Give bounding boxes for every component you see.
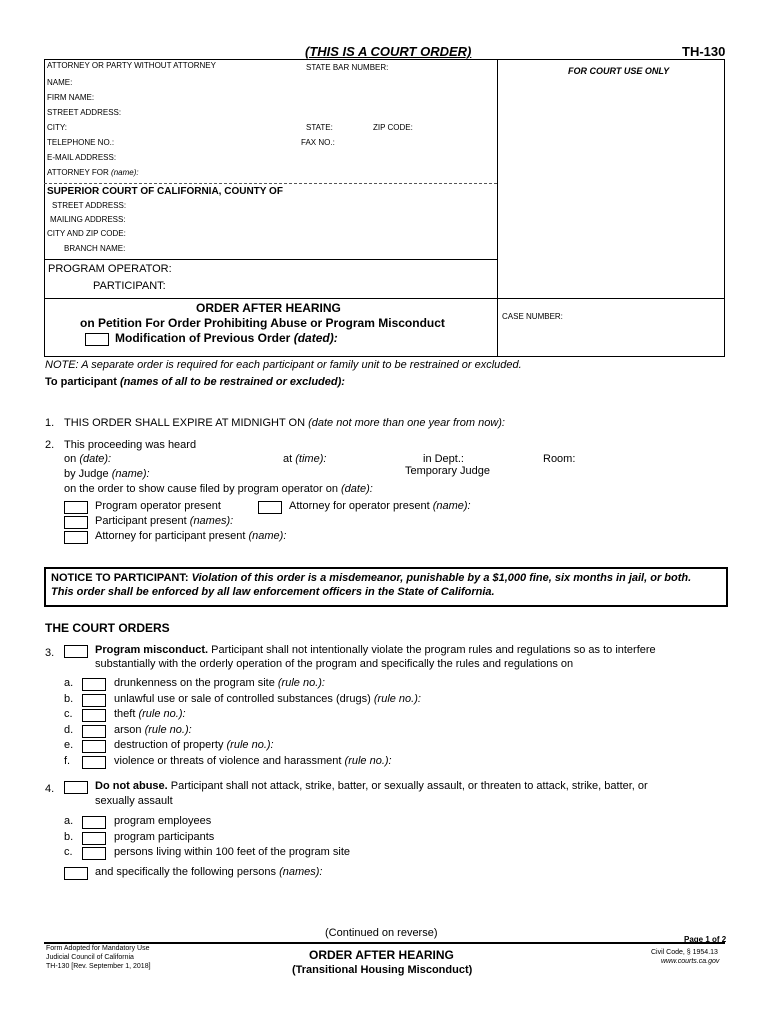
subitem-checkbox[interactable] [82,678,106,691]
heard-at-label: at (time): [283,453,327,465]
item3-line2: substantially with the orderly operation of the program and specifically the rules and regulations on [95,658,574,670]
caption-title: ORDER AFTER HEARING [196,301,341,315]
form-adopted: Form Adopted for Mandatory Use [46,945,150,952]
subitem-checkbox[interactable] [82,756,106,769]
subitem-letter: b. [64,830,74,843]
notice-line2: This order shall be enforced by all law enforcement officers in the State of California. [51,586,495,598]
operator-present-label: Program operator present [95,500,221,512]
form-code: TH-130 [682,44,726,59]
subitem-letter: d. [64,723,74,736]
fax-label: FAX NO.: [301,138,335,147]
court-orders-heading: THE COURT ORDERS [45,621,170,635]
item3-checkbox[interactable] [64,645,88,658]
subitem-label: program participants [114,830,215,843]
order-title: (THIS IS A COURT ORDER) [305,44,472,59]
subitem-letter: c. [64,708,73,720]
participant-present-label: Participant present (names): [95,515,234,527]
state-label: STATE: [306,123,333,132]
subitem-checkbox[interactable] [82,694,106,707]
dept-label: in Dept.: [423,453,464,465]
item2-text: This proceeding was heard [64,439,197,451]
heard-on-label: on (date): [64,453,112,465]
subitem-letter: c. [64,846,73,858]
footer-title: ORDER AFTER HEARING [309,948,454,962]
temporary-judge-label: Temporary Judge [405,465,490,477]
page-number: Page 1 of 2 [684,935,727,944]
subitem-letter: b. [64,692,74,705]
item4-line1: Do not abuse. Participant shall not attack, strike, batter, or sexually assault, or threaten to attack, strike, batter, or [95,780,648,792]
item1-text: THIS ORDER SHALL EXPIRE AT MIDNIGHT ON (date not more than one year from now): [64,417,505,429]
state-bar-label: STATE BAR NUMBER: [306,63,389,72]
subitem-label: program employees [114,815,212,827]
subitem-checkbox[interactable] [82,740,106,753]
item3-num: 3. [45,647,55,659]
notice-line1: NOTICE TO PARTICIPANT: Violation of this order is a misdemeanor, punishable by a $1,000 fine, six months in jail, or both. [51,572,692,584]
subitem-letter: a. [64,815,74,827]
attorney-participant-checkbox[interactable] [64,531,88,544]
name-label: NAME: [47,78,73,87]
participant-present-checkbox[interactable] [64,516,88,529]
subitem-label: violence or threats of violence and harassment (rule no.): [114,754,392,767]
street-label: STREET ADDRESS: [47,108,122,117]
subitem-letter: f. [64,754,71,767]
note-text: NOTE: A separate order is required for each participant or family unit to be restrained or excluded. [45,359,522,371]
room-label: Room: [543,453,576,465]
specific-persons-checkbox[interactable] [64,867,88,880]
court-street-label: STREET ADDRESS: [52,201,127,210]
modification-checkbox[interactable] [85,333,109,346]
subitem-letter: a. [64,677,74,689]
item3-line1: Program misconduct. Participant shall not intentionally violate the program rules and regulations so as to interfere [95,644,656,656]
specific-persons-label: and specifically the following persons (names): [95,866,323,878]
court-use-label: FOR COURT USE ONLY [568,66,670,76]
operator-present-checkbox[interactable] [64,501,88,514]
attorney-operator-label: Attorney for operator present (name): [289,500,471,512]
item2-num: 2. [45,439,55,451]
court-heading: SUPERIOR COURT OF CALIFORNIA, COUNTY OF [47,186,283,197]
attorney-heading: ATTORNEY OR PARTY WITHOUT ATTORNEY [47,61,216,70]
civil-code: Civil Code, § 1954.13 [651,949,718,956]
item4-line2: sexually assault [95,795,173,807]
case-number-label: CASE NUMBER: [502,312,563,321]
to-participant-label: To participant (names of all to be restrained or excluded): [45,376,345,388]
court-branch-label: BRANCH NAME: [64,244,126,253]
attorney-participant-label: Attorney for participant present (name): [95,530,287,542]
item1-num: 1. [45,417,55,429]
zip-label: ZIP CODE: [373,123,413,132]
modification-label: Modification of Previous Order (dated): [115,331,338,345]
firm-label: FIRM NAME: [47,93,95,102]
participant-label: PARTICIPANT: [93,280,166,292]
subitem-checkbox[interactable] [82,709,106,722]
subitem-label: persons living within 100 feet of the program site [114,846,351,858]
subitem-label: drunkenness on the program site (rule no.): [114,677,325,689]
footer-subtitle: (Transitional Housing Misconduct) [292,964,473,976]
form-revision: TH-130 [Rev. September 1, 2018] [46,963,151,970]
subitem-checkbox[interactable] [82,725,106,738]
subitem-label: destruction of property (rule no.): [114,739,274,751]
judge-label: by Judge (name): [64,468,150,480]
subitem-label: arson (rule no.): [114,723,192,736]
subitem-checkbox[interactable] [82,816,106,829]
court-mailing-label: MAILING ADDRESS: [50,215,126,224]
city-label: CITY: [47,123,68,132]
subitem-checkbox[interactable] [82,847,106,860]
courts-website[interactable]: www.courts.ca.gov [661,958,720,965]
program-operator-label: PROGRAM OPERATOR: [48,263,172,275]
telephone-label: TELEPHONE NO.: [47,138,115,147]
judicial-council: Judicial Council of California [46,954,134,961]
subitem-label: unlawful use or sale of controlled substances (drugs) (rule no.): [114,692,421,705]
item4-checkbox[interactable] [64,781,88,794]
continued-label: (Continued on reverse) [325,927,438,939]
subitem-label: theft (rule no.): [114,708,186,720]
court-city-label: CITY AND ZIP CODE: [47,229,126,238]
item4-num: 4. [45,783,55,795]
attorney-operator-checkbox[interactable] [258,501,282,514]
attorney-for-label: ATTORNEY FOR (name): [47,168,139,177]
caption-subtitle: on Petition For Order Prohibiting Abuse or Program Misconduct [80,316,445,330]
subitem-letter: e. [64,739,74,751]
email-label: E-MAIL ADDRESS: [47,153,117,162]
subitem-checkbox[interactable] [82,832,106,845]
osc-label: on the order to show cause filed by program operator on (date): [64,483,373,495]
